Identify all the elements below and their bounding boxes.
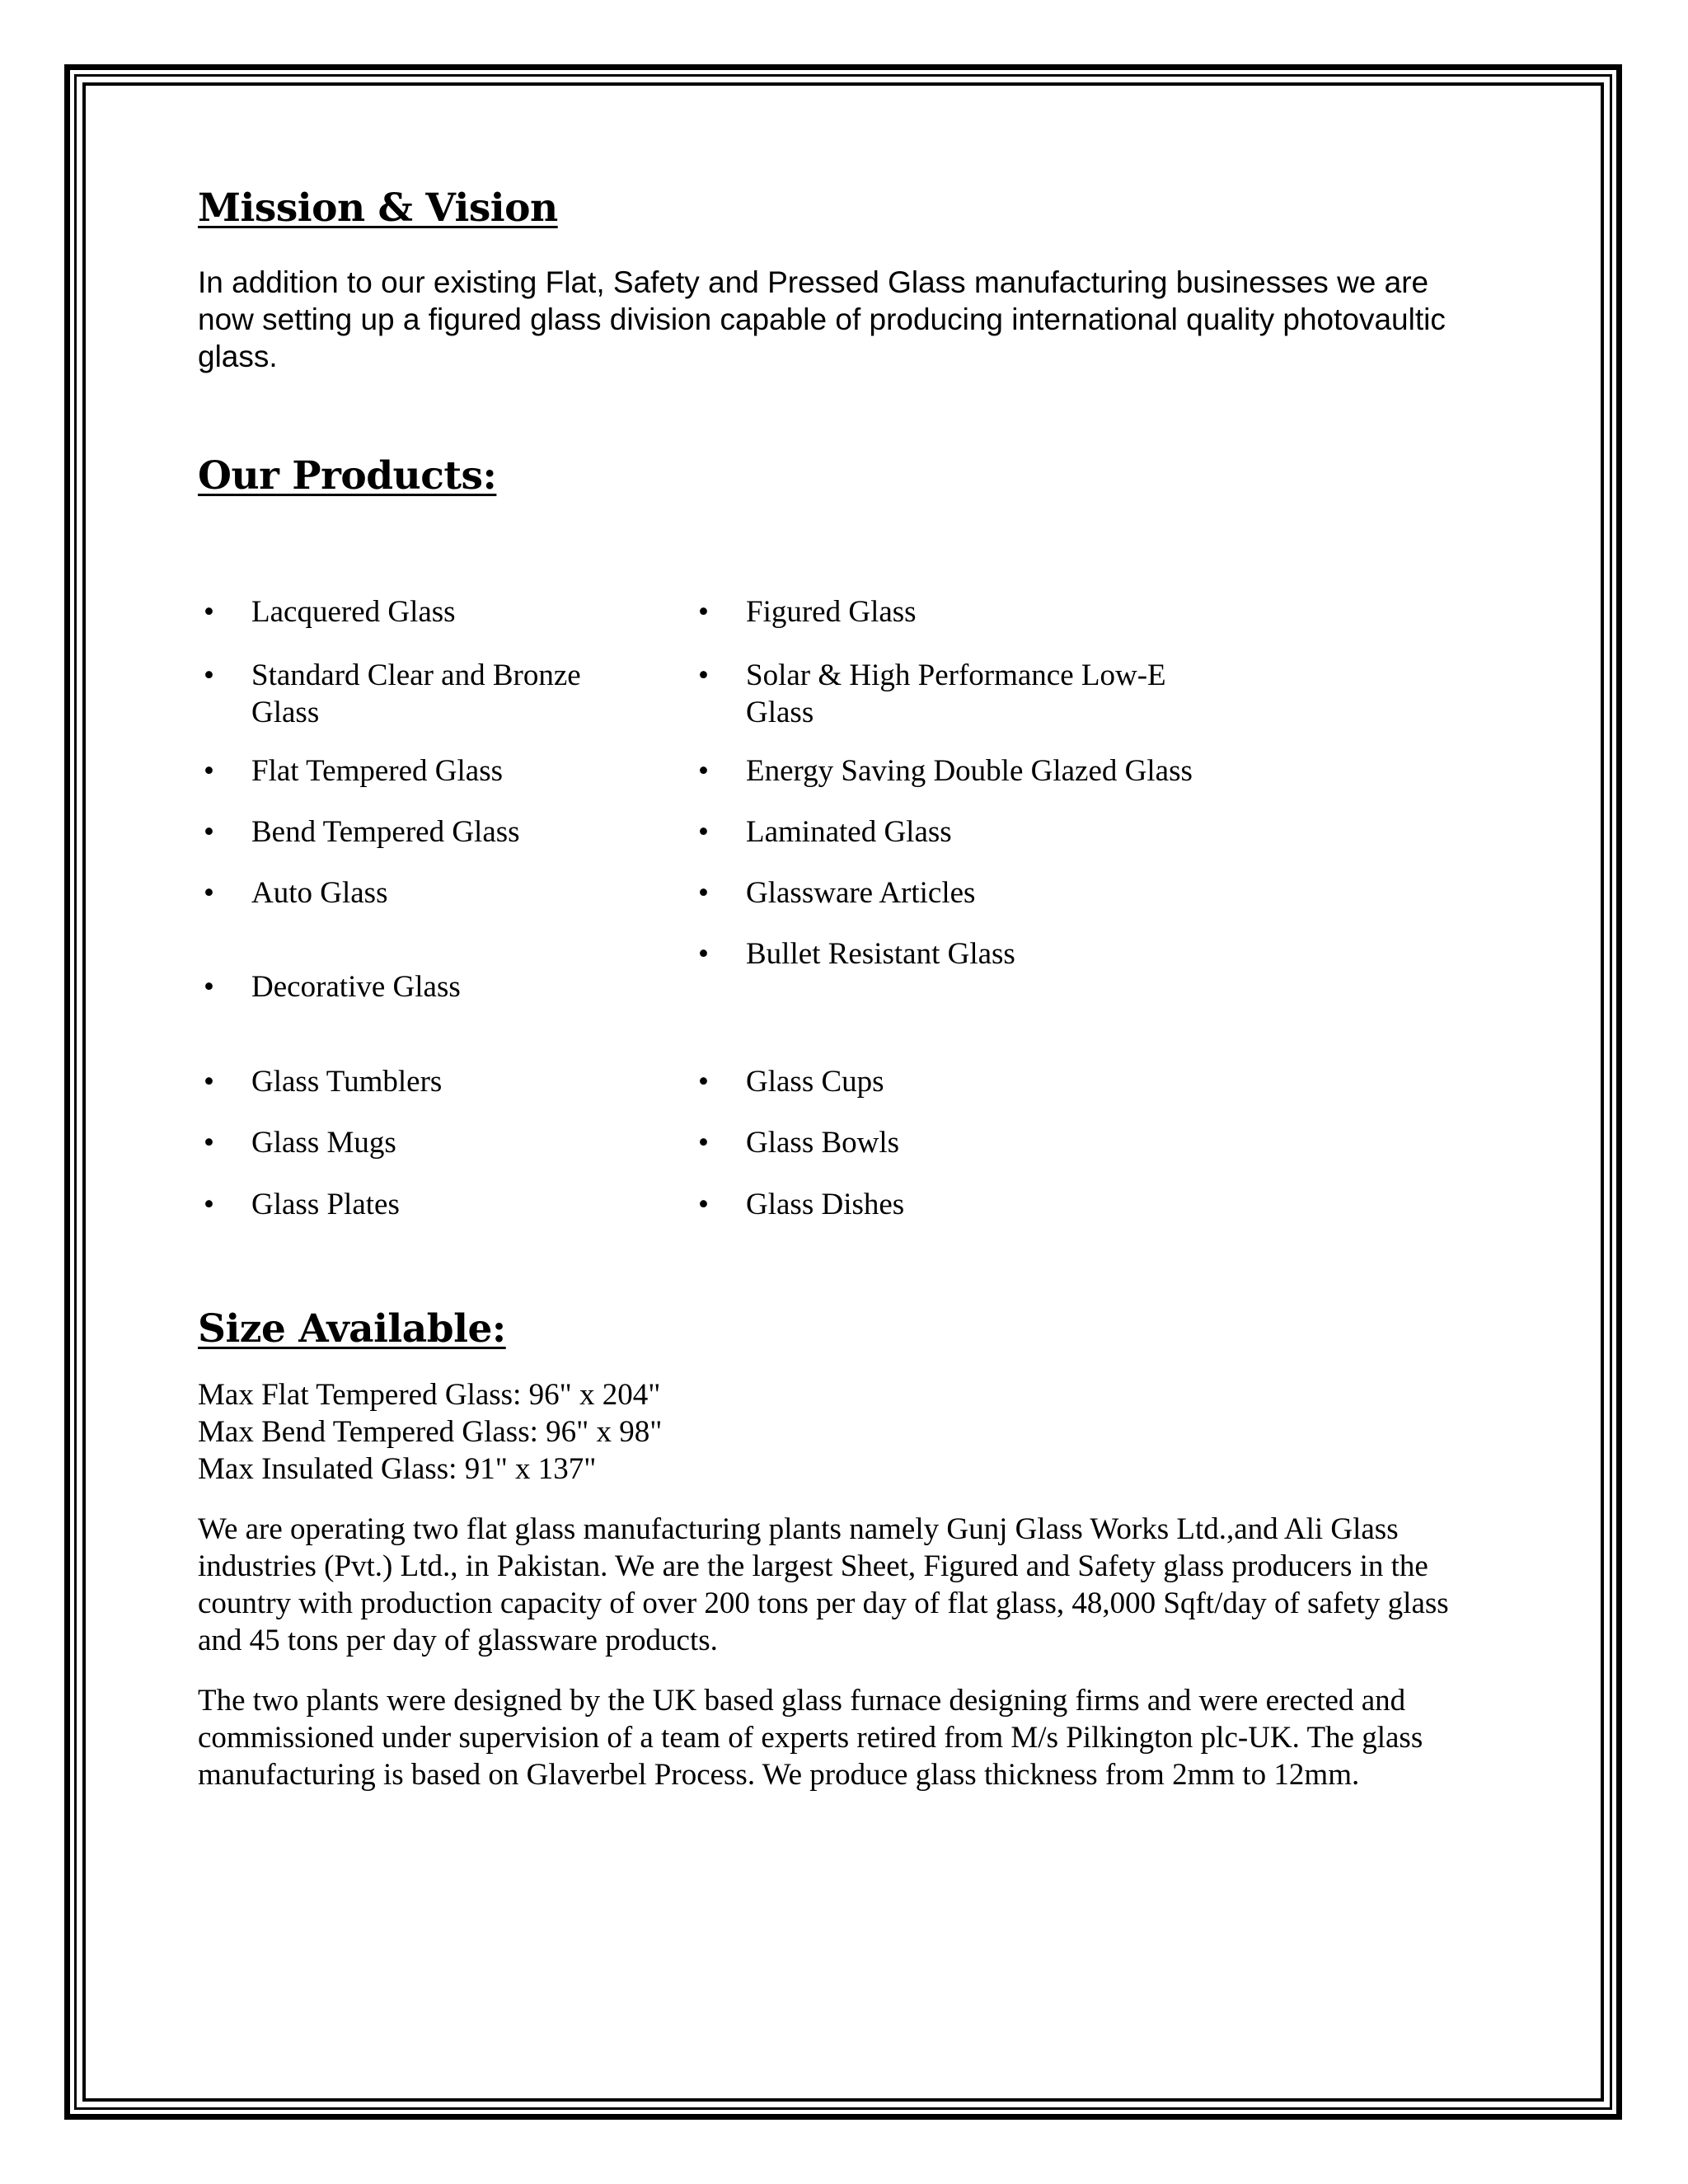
- bullet-icon: •: [204, 754, 214, 788]
- bullet-icon: •: [698, 754, 709, 788]
- size-line: Max Insulated Glass: 91" x 137": [198, 1452, 597, 1486]
- bullet-icon: •: [698, 937, 709, 971]
- bullet-icon: •: [204, 970, 214, 1004]
- page-content: [198, 185, 1484, 1793]
- body-paragraph: The two plants were designed by the UK based glass furnace designing firms and were erected and commissioned under supervision of a team of experts retired from M/s Pilkington plc-UK. The glass manufacturing is based on Glaverbel Process. We produce glass thickness from 2mm to 12mm.: [198, 1684, 1423, 1792]
- product-item: • Lacquered Glass: [204, 595, 456, 629]
- bullet-icon: •: [204, 876, 214, 910]
- bullet-icon: •: [698, 815, 709, 849]
- product-item: • Glass Bowls: [698, 1126, 900, 1160]
- mission-heading: Mission & Vision: [198, 185, 558, 231]
- product-item: • Bend Tempered Glass: [204, 815, 520, 849]
- sizes-list: [198, 1376, 1484, 1488]
- product-item: • Solar & High Performance Low-E Glass: [698, 658, 1166, 729]
- size-line: Max Bend Tempered Glass: 96" x 98": [198, 1415, 663, 1449]
- product-item: • Laminated Glass: [698, 815, 952, 849]
- bullet-icon: •: [204, 815, 214, 849]
- bullet-icon: •: [204, 595, 214, 629]
- bullet-icon: •: [204, 1126, 214, 1160]
- bullet-icon: •: [698, 1126, 709, 1160]
- bullet-icon: •: [698, 1065, 709, 1099]
- product-item: • Figured Glass: [698, 595, 917, 629]
- product-item: • Energy Saving Double Glazed Glass: [698, 754, 1193, 788]
- product-item: • Auto Glass: [204, 876, 388, 910]
- product-item: • Flat Tempered Glass: [204, 754, 503, 788]
- bullet-icon: •: [698, 658, 709, 692]
- product-item: • Glass Dishes: [698, 1188, 905, 1221]
- bullet-icon: •: [698, 876, 709, 910]
- product-item: • Glassware Articles: [698, 876, 976, 910]
- bullet-icon: •: [204, 1065, 214, 1099]
- products-heading: Our Products:: [198, 453, 497, 499]
- bullet-icon: •: [204, 658, 214, 692]
- product-item: • Standard Clear and Bronze Glass: [204, 658, 581, 729]
- size-line: Max Flat Tempered Glass: 96" x 204": [198, 1378, 661, 1412]
- product-item: • Bullet Resistant Glass: [698, 937, 1015, 971]
- bullet-icon: •: [204, 1188, 214, 1221]
- product-item: • Glass Tumblers: [204, 1065, 443, 1099]
- product-item: • Glass Plates: [204, 1188, 400, 1221]
- sizes-heading: Size Available:: [198, 1306, 506, 1352]
- body-paragraph: We are operating two flat glass manufacturing plants namely Gunj Glass Works Ltd.,and Ali Glass industries (Pvt.) Ltd., in Pakistan. We are the largest Sheet, Figured and Safety glass producers in the country with production capacity of over 200 tons per day of flat glass, 48,000 Sqft/day of safety glass and 45 tons per day of glassware products.: [198, 1512, 1449, 1657]
- product-item: • Glass Cups: [698, 1065, 884, 1099]
- bullet-icon: •: [698, 1188, 709, 1221]
- product-item: • Glass Mugs: [204, 1126, 396, 1160]
- bullet-icon: •: [698, 595, 709, 629]
- products-list: [198, 593, 1484, 1269]
- product-item: • Decorative Glass: [204, 970, 461, 1004]
- mission-text: In addition to our existing Flat, Safety and Pressed Glass manufacturing businesses we are now setting up a figured glass division capable of producing international quality photovaultic glass.: [198, 265, 1446, 373]
